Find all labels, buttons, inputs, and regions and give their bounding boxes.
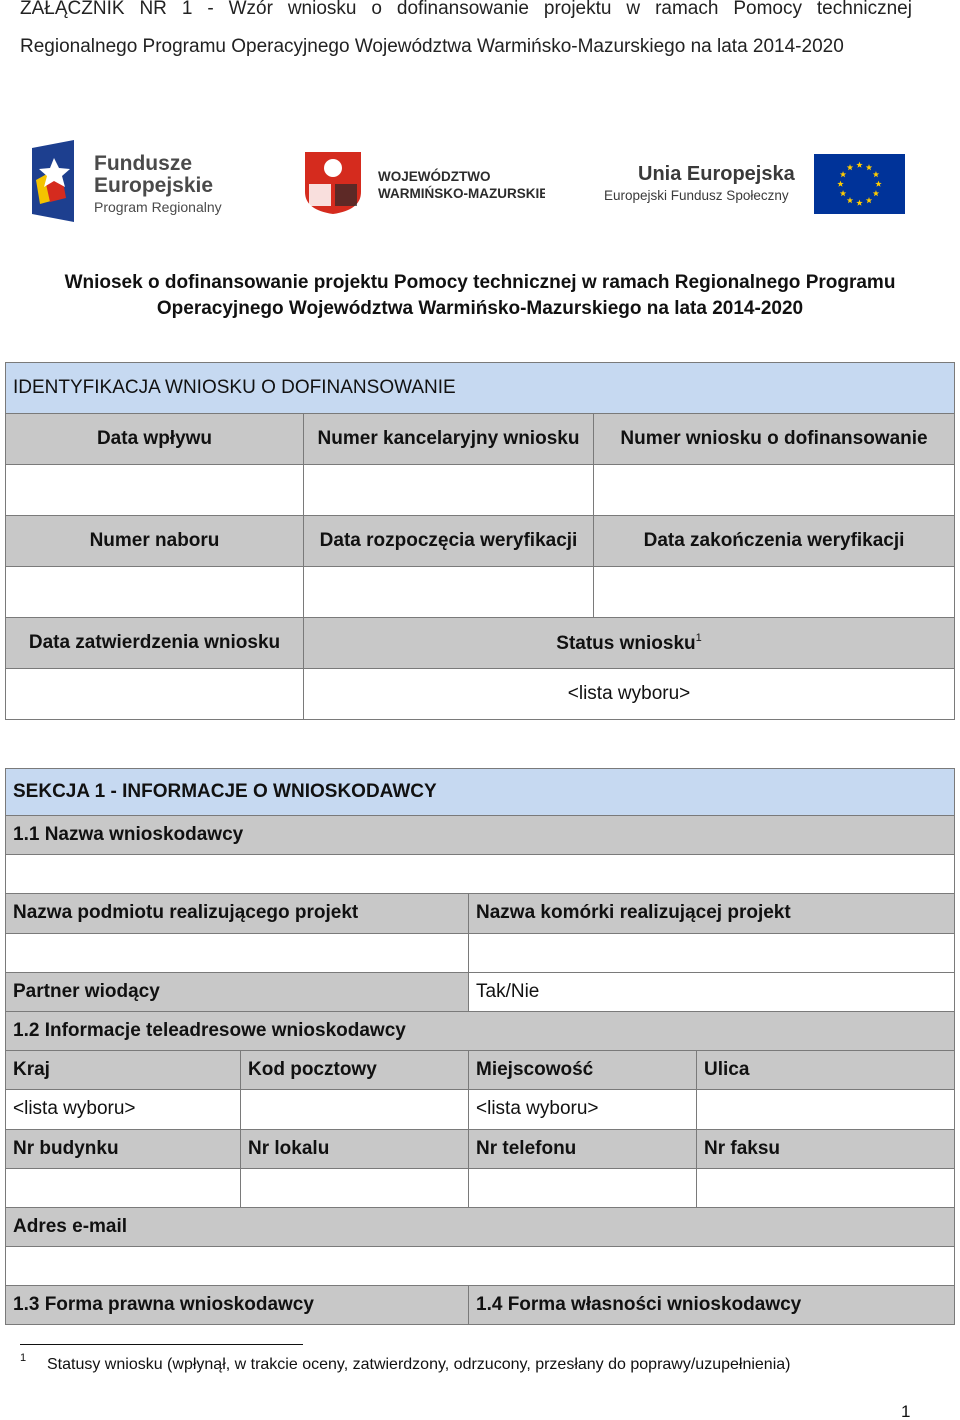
identification-section-header: IDENTYFIKACJA WNIOSKU O DOFINANSOWANIE — [6, 363, 955, 414]
unia-europejska-logo — [602, 152, 907, 214]
nr-lokalu-field[interactable] — [241, 1168, 469, 1207]
header-word: projektu — [543, 0, 612, 19]
section1-header: SEKCJA 1 - INFORMACJE O WNIOSKODAWCY — [6, 769, 955, 816]
adres-email-label: Adres e-mail — [6, 1207, 955, 1246]
numer-kancelaryjny-field[interactable] — [304, 465, 594, 516]
kod-pocztowy-label: Kod pocztowy — [241, 1051, 469, 1090]
ue-line2-text: Europejski Fundusz Społeczny — [604, 188, 789, 203]
miejscowosc-select[interactable]: <lista wyboru> — [469, 1090, 697, 1129]
document-title-line1: Wniosek o dofinansowanie projektu Pomocy technicznej w ramach Regionalnego Programu — [64, 272, 896, 293]
partner-wiodacy-select[interactable]: Tak/Nie — [469, 972, 955, 1011]
partner-wiodacy-label: Partner wiodący — [6, 972, 469, 1011]
nazwa-podmiotu-label: Nazwa podmiotu realizującego projekt — [6, 894, 469, 933]
nr-faksu-label: Nr faksu — [697, 1129, 955, 1168]
data-zatwierdzenia-field[interactable] — [6, 669, 304, 720]
footnote-mark: 1 — [20, 1352, 27, 1364]
numer-kancelaryjny-label: Numer kancelaryjny wniosku — [304, 414, 594, 465]
nazwa-komorki-label: Nazwa komórki realizującej projekt — [469, 894, 955, 933]
header-word: - — [207, 0, 214, 19]
footnote-separator — [20, 1344, 303, 1345]
status-wniosku-label — [304, 618, 955, 669]
document-title-line2: Operacyjnego Województwa Warmińsko-Mazurskiego na lata 2014-2020 — [156, 298, 804, 319]
footnote-reference: 1 — [695, 631, 702, 644]
header-word: Wzór — [228, 0, 273, 19]
data-zatwierdzenia-label: Data zatwierdzenia wniosku — [6, 618, 304, 669]
nazwa-podmiotu-field[interactable] — [6, 933, 469, 972]
data-rozpoczecia-field[interactable] — [304, 567, 594, 618]
header-word: ZAŁĄCZNIK — [20, 0, 125, 19]
nazwa-wnioskodawcy-label: 1.1 Nazwa wnioskodawcy — [6, 816, 955, 855]
header-word: 1 — [181, 0, 193, 19]
header-word: Pomocy — [733, 0, 802, 19]
nr-lokalu-label: Nr lokalu — [241, 1129, 469, 1168]
data-zakonczenia-field[interactable] — [594, 567, 955, 618]
nr-budynku-label: Nr budynku — [6, 1129, 241, 1168]
header-word: NR — [139, 0, 167, 19]
kraj-label: Kraj — [6, 1051, 241, 1090]
kod-pocztowy-field[interactable] — [241, 1090, 469, 1129]
fundusze-europejskie-logo — [32, 140, 242, 222]
ue-line1-text: Unia Europejska — [638, 163, 795, 185]
nazwa-wnioskodawcy-field[interactable] — [6, 855, 955, 894]
header-word: o — [371, 0, 382, 19]
header-word: w — [626, 0, 641, 19]
warminsko-mazurskie-coat-of-arms — [305, 152, 545, 214]
data-rozpoczecia-label: Data rozpoczęcia weryfikacji — [304, 516, 594, 567]
header-word: wniosku — [287, 0, 357, 19]
ulica-label: Ulica — [697, 1051, 955, 1090]
nr-telefonu-label: Nr telefonu — [469, 1129, 697, 1168]
numer-wniosku-field[interactable] — [594, 465, 955, 516]
data-wplywu-field[interactable] — [6, 465, 304, 516]
fe-line3-text: Program Regionalny — [94, 199, 222, 215]
status-label-text: Status wniosku — [556, 632, 696, 654]
numer-naboru-field[interactable] — [6, 567, 304, 618]
header-word: dofinansowanie — [396, 0, 529, 19]
ulica-field[interactable] — [697, 1090, 955, 1129]
status-wniosku-select[interactable]: <lista wyboru> — [304, 669, 955, 720]
forma-prawna-label: 1.3 Forma prawna wnioskodawcy — [6, 1286, 469, 1325]
data-zakonczenia-label: Data zakończenia weryfikacji — [594, 516, 955, 567]
header-word: technicznej — [816, 0, 912, 19]
header-word: ramach — [655, 0, 719, 19]
adres-email-field[interactable] — [6, 1247, 955, 1286]
page-number: 1 — [901, 1402, 911, 1420]
nr-telefonu-field[interactable] — [469, 1168, 697, 1207]
footnote-text: Statusy wniosku (wpłynął, w trakcie oceny, zatwierdzony, odrzucony, przesłany do poprawy/uzupełnienia) — [47, 1356, 791, 1373]
kraj-select[interactable]: <lista wyboru> — [6, 1090, 241, 1129]
forma-wlasnosci-label: 1.4 Forma własności wnioskodawcy — [469, 1286, 955, 1325]
numer-wniosku-label: Numer wniosku o dofinansowanie — [594, 414, 955, 465]
fe-line1-text: Fundusze — [94, 152, 192, 175]
identification-table — [5, 362, 955, 720]
wm-line2-text: WARMIŃSKO-MAZURSKIE — [378, 186, 545, 201]
attachment-header-line1 — [20, 0, 912, 20]
section1-table — [5, 768, 955, 1325]
nazwa-komorki-field[interactable] — [469, 933, 955, 972]
data-wplywu-label: Data wpływu — [6, 414, 304, 465]
wm-line1-text: WOJEWÓDZTWO — [378, 169, 491, 184]
nr-budynku-field[interactable] — [6, 1168, 241, 1207]
attachment-header-line2: Regionalnego Programu Operacyjnego Województwa Warmińsko-Mazurskiego na lata 2014-2020 — [20, 36, 844, 57]
fe-line2-text: Europejskie — [94, 174, 214, 197]
miejscowosc-label: Miejscowość — [469, 1051, 697, 1090]
nr-faksu-field[interactable] — [697, 1168, 955, 1207]
informacje-teleadresowe-label: 1.2 Informacje teleadresowe wnioskodawcy — [6, 1011, 955, 1050]
numer-naboru-label: Numer naboru — [6, 516, 304, 567]
